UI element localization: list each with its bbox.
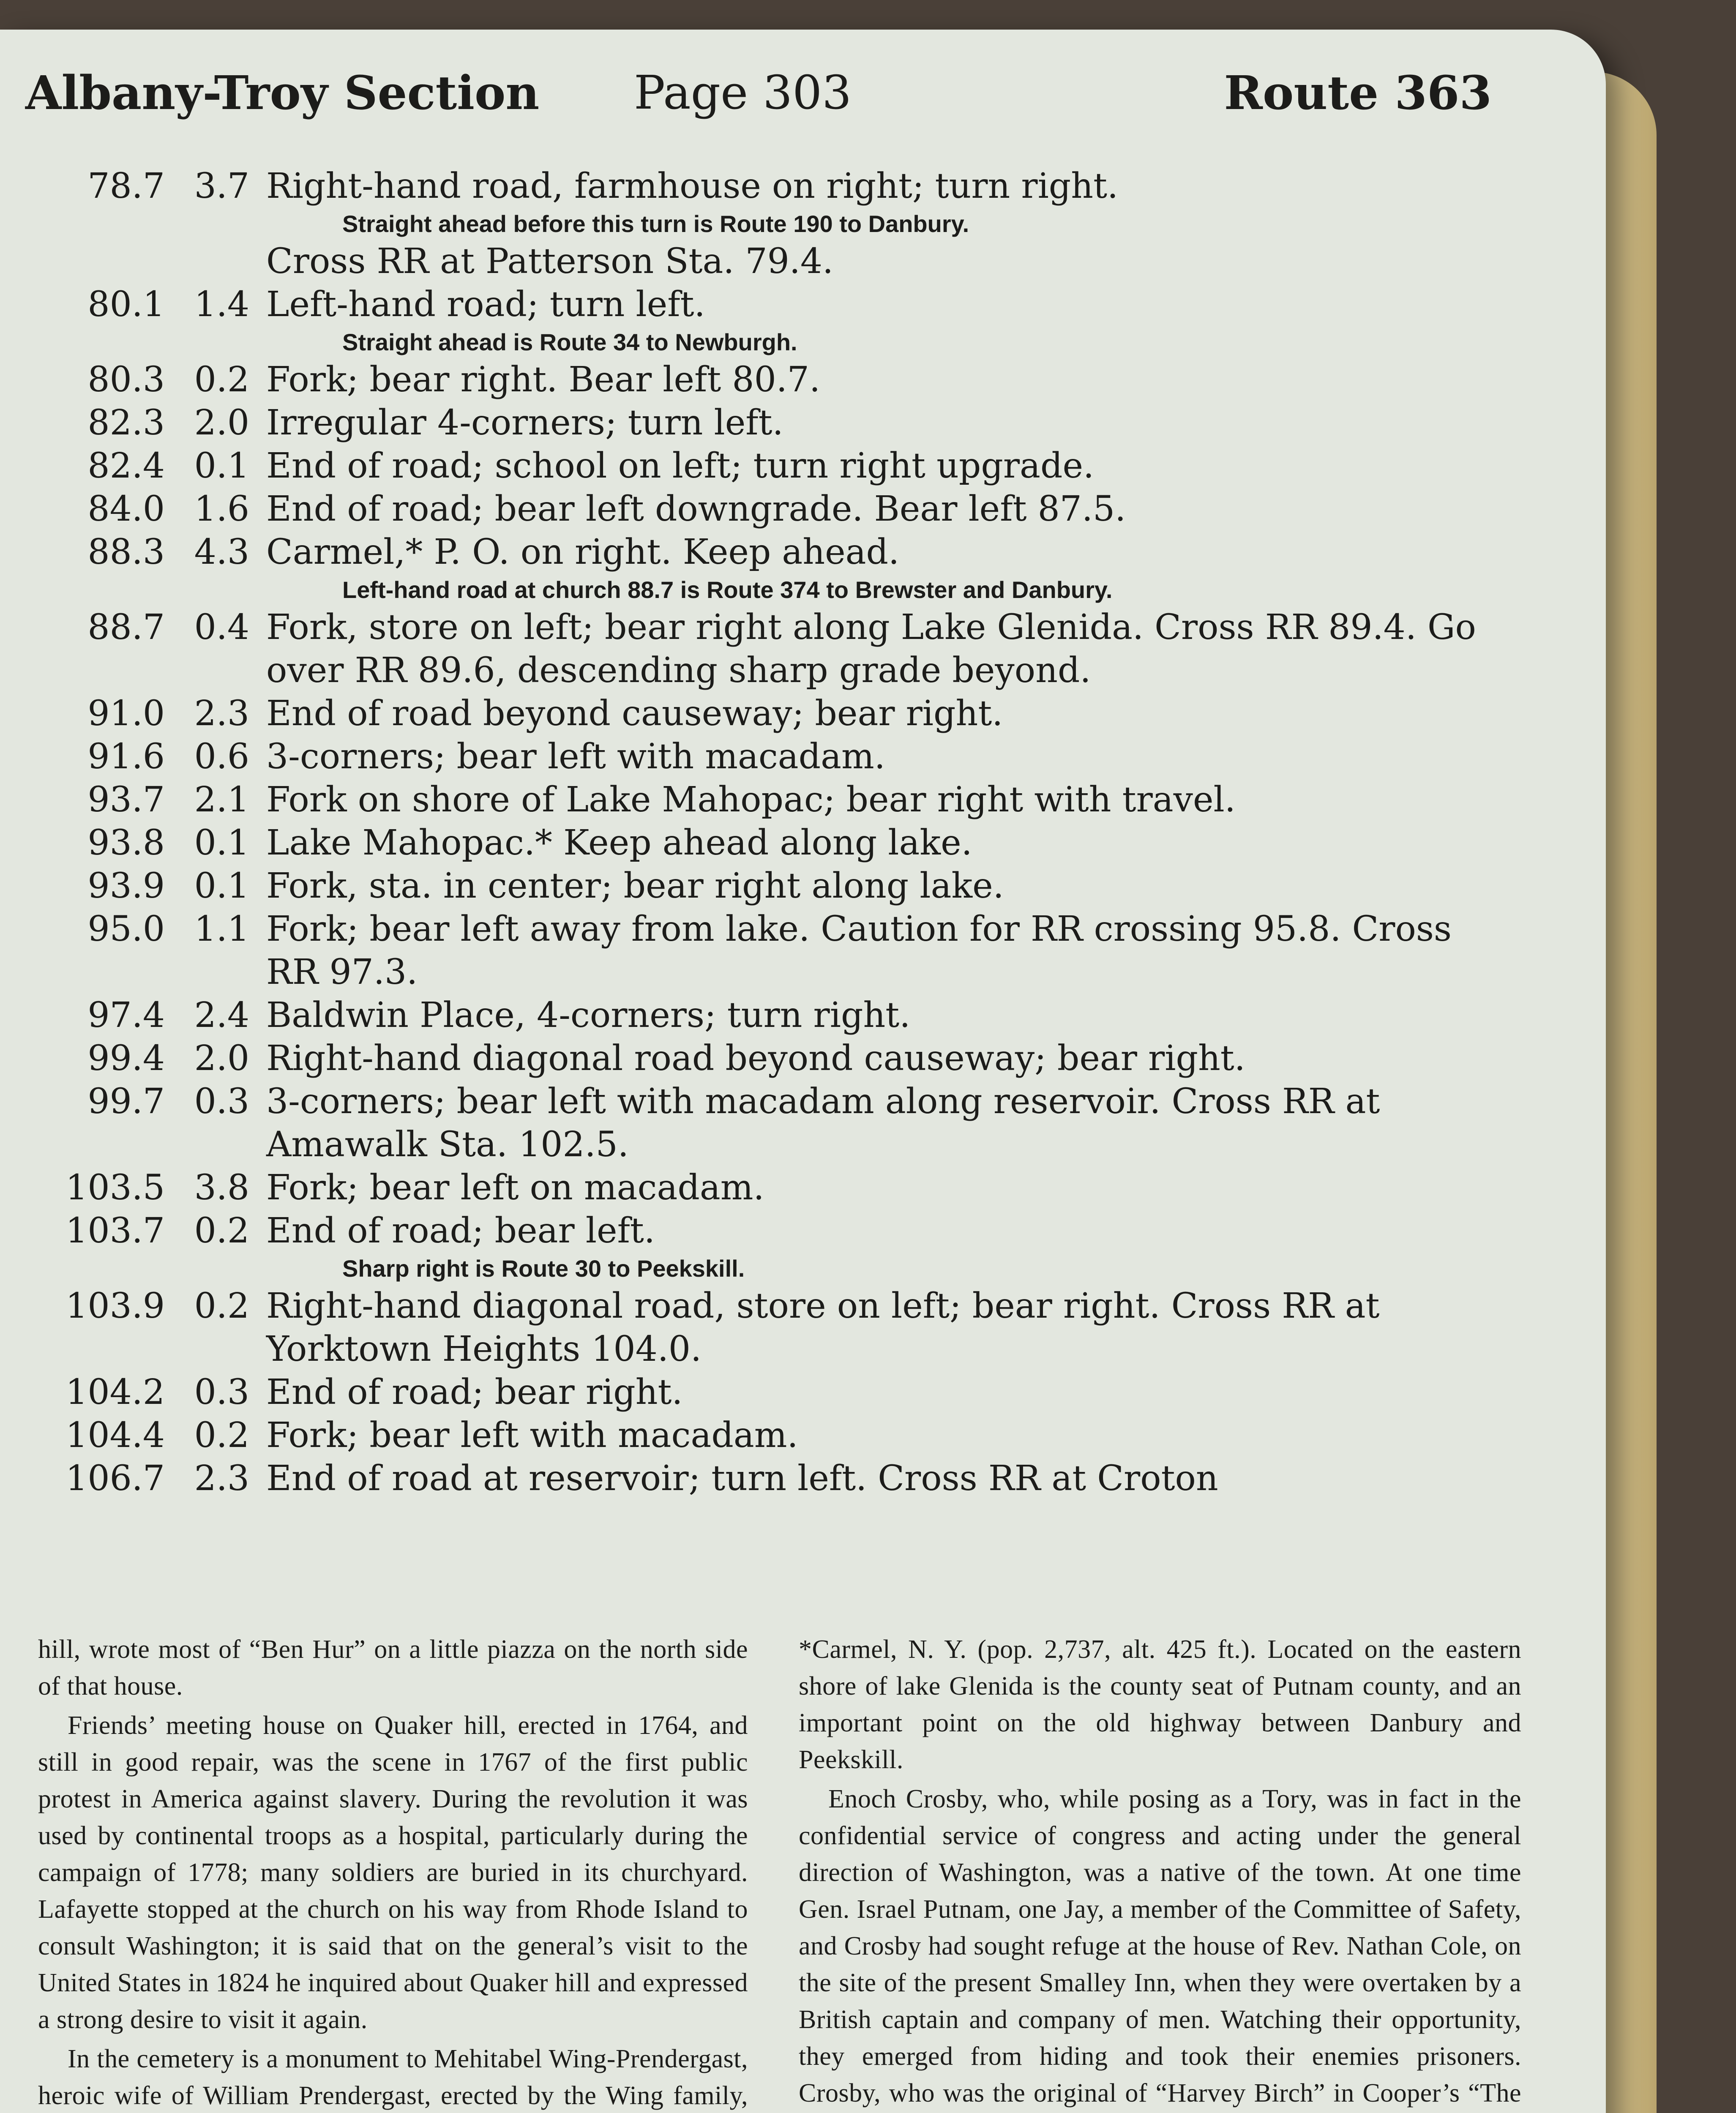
direction-text: 3-corners; bear left with macadam along reservoir. Cross RR at Amawalk Sta. 102.5. [266, 1081, 1380, 1165]
distance: 3.8 [194, 1168, 249, 1208]
distance: 0.1 [194, 823, 249, 863]
page-sheet [0, 30, 1606, 2113]
section-title: Albany-Troy Section [25, 66, 540, 120]
direction-text: Fork; bear left with macadam. [266, 1415, 798, 1455]
distance: 0.2 [194, 1286, 249, 1326]
distance: 2.4 [194, 995, 249, 1035]
direction-text: End of road beyond causeway; bear right. [266, 693, 1003, 734]
route-note: Left-hand road at church 88.7 is Route 374 to Brewster and Danbury. [342, 576, 1113, 603]
distance: 1.1 [194, 909, 249, 949]
distance: 0.3 [194, 1372, 249, 1412]
distance: 0.2 [194, 1415, 249, 1455]
direction-text: Fork; bear left on macadam. [266, 1168, 764, 1208]
route-row [38, 165, 1500, 208]
distance: 2.1 [194, 780, 249, 820]
route-row [38, 445, 1500, 488]
distance: 1.6 [194, 489, 249, 529]
distance: 0.1 [194, 446, 249, 486]
route-row [38, 735, 1500, 778]
distance: 4.3 [194, 532, 249, 572]
route-note: Sharp right is Route 30 to Peekskill. [342, 1255, 745, 1282]
distance: 0.3 [194, 1081, 249, 1122]
direction-text: Irregular 4-corners; turn left. [266, 403, 783, 443]
direction-text: Left-hand road; turn left. [266, 284, 705, 325]
distance: 2.3 [194, 1458, 249, 1499]
mileage: 93.7 [87, 780, 165, 820]
distance: 3.7 [194, 166, 249, 206]
route-continuation: Cross RR at Patterson Sta. 79.4. [266, 241, 834, 281]
route-row [38, 283, 1500, 326]
route-row [38, 1457, 1500, 1500]
direction-text: Right-hand road, farmhouse on right; turn right. [266, 166, 1119, 206]
distance: 1.4 [194, 284, 249, 325]
mileage: 99.7 [87, 1081, 165, 1122]
direction-text: Carmel,* P. O. on right. Keep ahead. [266, 532, 900, 572]
direction-text: Fork; bear left away from lake. Caution for RR crossing 95.8. Cross RR 97.3. [266, 909, 1452, 992]
mileage: 80.3 [87, 360, 165, 400]
route-row [38, 1080, 1500, 1166]
mileage: 103.7 [66, 1211, 165, 1251]
mileage: 103.5 [66, 1168, 165, 1208]
mileage: 93.8 [87, 823, 165, 863]
left-text-column [38, 1631, 748, 2113]
mileage: 84.0 [87, 489, 165, 529]
mileage: 78.7 [87, 166, 165, 206]
route-row [38, 865, 1500, 908]
mileage: 99.4 [87, 1038, 165, 1078]
mileage: 103.9 [66, 1286, 165, 1326]
direction-text: Right-hand diagonal road, store on left; bear right. Cross RR at Yorktown Heights 104.0. [266, 1286, 1380, 1369]
distance: 0.1 [194, 866, 249, 906]
direction-text: Fork on shore of Lake Mahopac; bear right with travel. [266, 780, 1236, 820]
route-row [38, 1414, 1500, 1457]
route-row [38, 401, 1500, 445]
mileage: 82.4 [87, 446, 165, 486]
paragraph: *Carmel, N. Y. (pop. 2,737, alt. 425 ft.). Located on the eastern shore of lake Glenida is the county seat of Putnam county, and an important point on the old highway between Danbury and Peekskill. [799, 1635, 1521, 1774]
route-row [38, 1371, 1500, 1414]
mileage: 104.2 [66, 1372, 165, 1412]
route-row [38, 606, 1500, 692]
distance: 2.0 [194, 403, 249, 443]
direction-text: End of road; bear right. [266, 1372, 683, 1412]
direction-text: End of road at reservoir; turn left. Cross RR at Croton [266, 1458, 1218, 1499]
route-row [38, 908, 1500, 994]
mileage: 88.7 [87, 607, 165, 647]
direction-text: End of road; school on left; turn right upgrade. [266, 446, 1095, 486]
distance: 0.2 [194, 1211, 249, 1251]
distance: 0.6 [194, 737, 249, 777]
mileage: 97.4 [87, 995, 165, 1035]
route-row [38, 531, 1500, 574]
distance: 2.0 [194, 1038, 249, 1078]
distance: 0.4 [194, 607, 249, 647]
direction-text: End of road; bear left downgrade. Bear left 87.5. [266, 489, 1126, 529]
route-row [38, 1037, 1500, 1080]
route-row [38, 822, 1500, 865]
route-row [38, 1166, 1500, 1209]
route-row [38, 1209, 1500, 1253]
paragraph: Enoch Crosby, who, while posing as a Tory, was in fact in the confidential service of congress and acting under the general direction of Washington, was a native of the town. At one time Gen. Israel Putnam, one Jay, a member of the Committee of Safety, and Crosby had sought refuge at the house of Rev. Nathan Cole, on the site of the present Smalley Inn, when they were overtaken by a British captain and company of men. Watching their opportunity, they emerged from hiding and took their enemies prisoners. Crosby, who was the original of “Harvey Birch” in Cooper’s “The [799, 1785, 1521, 2108]
route-note: Straight ahead is Route 34 to Newburgh. [342, 329, 797, 355]
direction-text: Lake Mahopac.* Keep ahead along lake. [266, 823, 972, 863]
direction-text: 3-corners; bear left with macadam. [266, 737, 885, 777]
route-row [38, 692, 1500, 735]
mileage: 93.9 [87, 866, 165, 906]
distance: 2.3 [194, 693, 249, 734]
page-header [25, 66, 1492, 133]
route-note: Straight ahead before this turn is Route 190 to Danbury. [342, 210, 969, 237]
mileage: 106.7 [66, 1458, 165, 1499]
paragraph: In the cemetery is a monument to Mehitabel Wing-Prendergast, heroic wife of William Prendergast, erected by the Wing family, [38, 2045, 748, 2110]
route-row [38, 358, 1500, 401]
distance: 0.2 [194, 360, 249, 400]
page-number: Page 303 [634, 66, 852, 120]
mileage: 80.1 [87, 284, 165, 325]
direction-text: Fork; bear right. Bear left 80.7. [266, 360, 821, 400]
mileage: 95.0 [87, 909, 165, 949]
mileage: 91.0 [87, 693, 165, 734]
mileage: 104.4 [66, 1415, 165, 1455]
direction-text: Fork, store on left; bear right along Lake Glenida. Cross RR 89.4. Go over RR 89.6, descending sharp grade beyond. [266, 607, 1476, 691]
route-row [38, 778, 1500, 822]
mileage: 82.3 [87, 403, 165, 443]
paragraph: hill, wrote most of “Ben Hur” on a little piazza on the north side of that house. [38, 1635, 748, 1701]
right-text-column [799, 1631, 1521, 2113]
paragraph: Friends’ meeting house on Quaker hill, erected in 1764, and still in good repair, was the scene in 1767 of the first public protest in America against slavery. During the revolution it was used by continental troops as a hospital, particularly during the campaign of 1778; many soldiers are buried in its churchyard. Lafayette stopped at the church on his way from Rhode Island to consult Washington; it is said that on the general’s visit to the United States in 1824 he inquired about Quaker hill and expressed a strong desire to visit it again. [38, 1711, 748, 2034]
mileage: 91.6 [87, 737, 165, 777]
direction-text: Baldwin Place, 4-corners; turn right. [266, 995, 911, 1035]
route-row [38, 994, 1500, 1037]
route-number: Route 363 [1224, 66, 1492, 120]
direction-text: Fork, sta. in center; bear right along lake. [266, 866, 1004, 906]
direction-text: Right-hand diagonal road beyond causeway; bear right. [266, 1038, 1245, 1078]
route-row [38, 1285, 1500, 1371]
direction-text: End of road; bear left. [266, 1211, 655, 1251]
mileage: 88.3 [87, 532, 165, 572]
route-directions [38, 165, 1500, 1500]
route-row [38, 488, 1500, 531]
